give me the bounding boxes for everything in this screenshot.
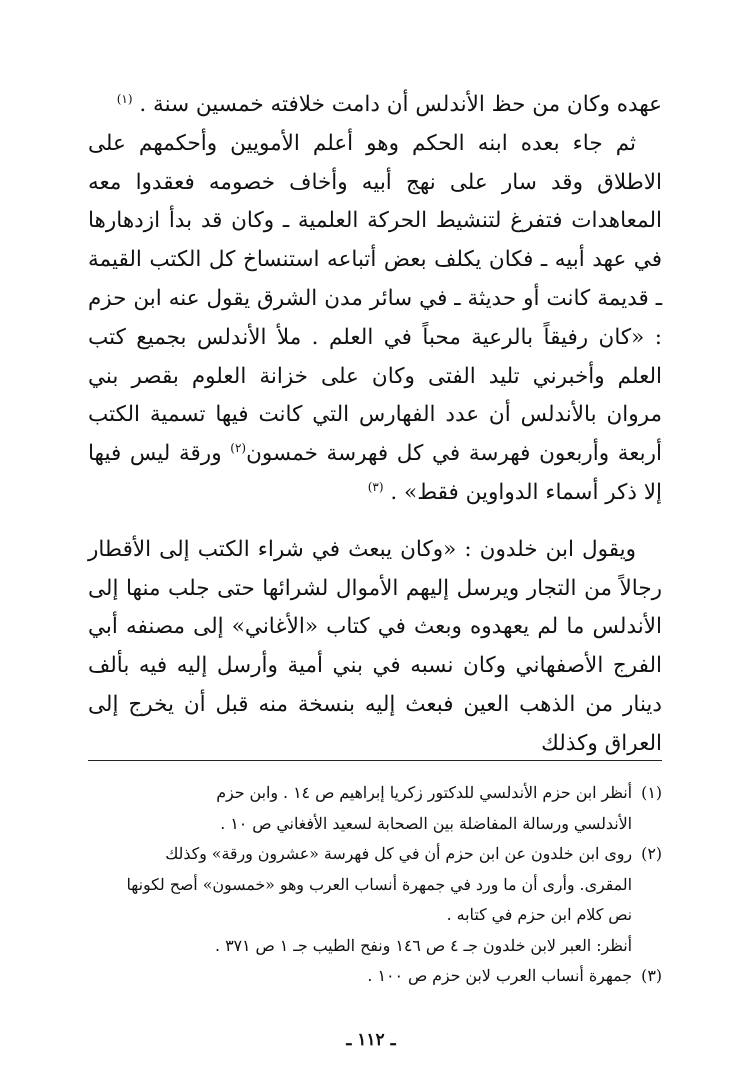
footnote-2-body [94, 839, 632, 961]
footnote-1-body [94, 778, 632, 839]
footnote-2 [94, 839, 662, 961]
paragraph-3 [88, 531, 662, 764]
footnote-2-line-2: المقرى. وأرى أن ما ورد في جمهرة أنساب العرب وهو «خمسون» أصح لكونها [126, 874, 632, 894]
footnotes [94, 778, 662, 992]
footnote-2-line-4: أنظر: العبر لابن خلدون جـ ٤ ص ١٤٦ ونفح الطيب جـ ١ ص ٣٧١ . [215, 935, 632, 955]
paragraph-1 [88, 86, 662, 125]
footnote-3 [94, 961, 662, 992]
footnote-3-number: (٣) [641, 966, 662, 985]
footnote-2-number: (٢) [641, 844, 662, 863]
footnote-ref-3: (٣) [367, 479, 384, 494]
paragraph-2-text-part1: ثم جاء بعده ابنه الحكم وهو أعلم الأمويين وأحكمهم على الاطلاق وقد سار على نهج أبيه وأخاف خصومه فعقدوا معه المعاهدات فتفرغ لتنشيط الحركة العلمية ـ وكان قد بدأ ازدهارها في عهد أبيه ـ فكان يكلف بعض أتباعه استنساخ كل الكتب القيمة ـ قديمة كانت أو حديثة ـ في سائر مدن الشرق يقول عنه ابن حزم : «كان رفيقاً بالرعية محباً في العلم . ملأ الأندلس بجميع كتب العلم وأخبرني تليد الفتى وكان على خزانة العلوم بقصر بني مروان بالأندلس أن عدد الفهارس التي كانت فيها تسمية الكتب أربعة وأربعون فهرسة في كل فهرسة خمسون [88, 130, 662, 467]
paragraph-2 [88, 125, 662, 513]
footnote-3-body [94, 961, 632, 992]
footnote-1-number: (١) [641, 783, 662, 802]
footnote-1-line-1: أنظر ابن حزم الأندلسي للدكتور زكريا إبراهيم ص ١٤ . وابن حزم [216, 783, 632, 802]
footnote-3-line-1: جمهرة أنساب العرب لابن حزم ص ١٠٠ . [367, 966, 632, 985]
footnote-2-line-3: نص كلام ابن حزم في كتابه . [446, 905, 632, 924]
footnote-1-line-2: الأندلسي ورسالة المفاضلة بين الصحابة لسعيد الأفغاني ص ١٠ . [220, 813, 632, 833]
page-number: ـ ١١٢ ـ [346, 1030, 396, 1050]
main-text [88, 86, 662, 764]
footnote-ref-2: (٢) [230, 441, 247, 456]
paragraph-2-text-part2: ورقة ليس فيها إلا ذكر أسماء الدواوين فقط» . [88, 441, 662, 505]
footnote-1 [94, 778, 662, 839]
paragraph-1-text: عهده وكان من حظ الأندلس أن دامت خلافته خمسين سنة . [139, 92, 662, 117]
paragraph-3-text: ويقول ابن خلدون : «وكان يبعث في شراء الكتب إلى الأقطار رجالاً من التجار ويرسل إليهم الأموال لشرائها حتى جلب منها إلى الأندلس ما لم يعهدوه وبعث في كتاب «الأغاني» إلى مصنفه أبي الفرج الأصفهاني وكان نسبه في بني أمية وأرسل إليه فيه بألف دينار من الذهب العين فبعث إليه بنسخة منه قبل أن يخرج إلى العراق وكذلك [88, 536, 662, 756]
footnote-divider [88, 760, 662, 761]
footnote-ref-1: (١) [116, 91, 133, 106]
footnote-2-line-1: روى ابن خلدون عن ابن حزم أن في كل فهرسة «عشرون ورقة» وكذلك [165, 844, 632, 863]
